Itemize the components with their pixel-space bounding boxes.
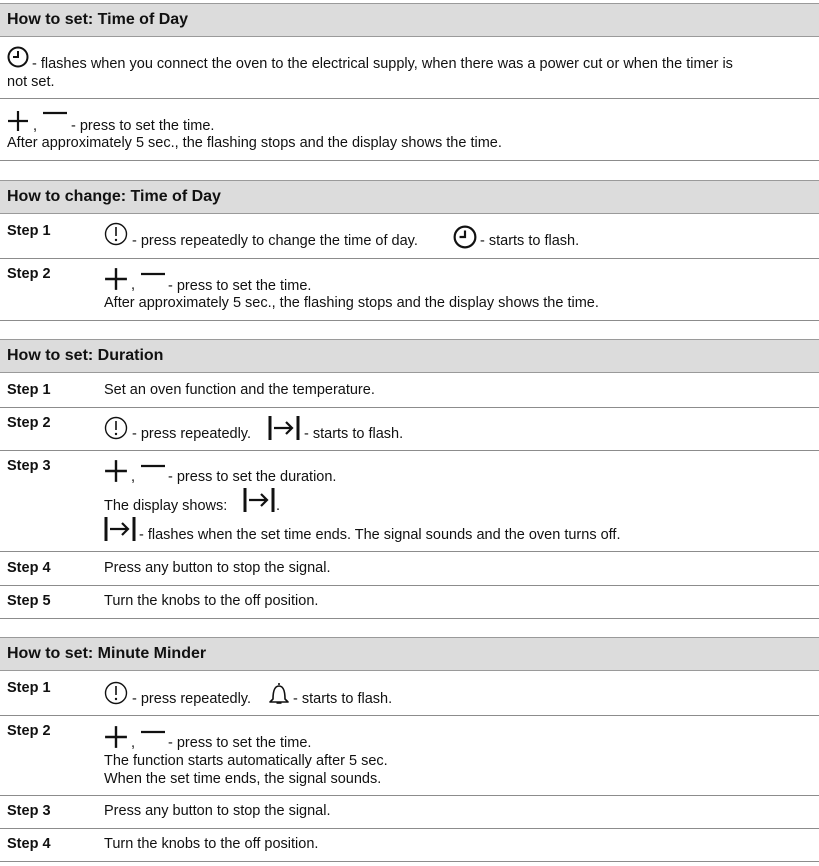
step-label: Step 2 (7, 723, 51, 739)
press-repeatedly-text: - press repeatedly. (132, 691, 252, 707)
section-title-set-duration: How to set: Duration (0, 339, 819, 373)
timer-button-icon (104, 222, 128, 246)
press-repeatedly-text: - press repeatedly. (132, 426, 252, 442)
row-divider (0, 407, 819, 408)
press-any-button-text: Press any button to stop the signal. (104, 803, 331, 819)
minus-icon (140, 729, 166, 735)
clock-flash-description: - flashes when you connect the oven to the electrical supply, when there was a power cut or when the timer is (32, 56, 733, 72)
step-label: Step 2 (7, 266, 51, 282)
step-label: Step 2 (7, 415, 51, 431)
plus-icon (104, 459, 128, 483)
timer-button-icon (104, 681, 128, 705)
minus-icon (140, 271, 166, 277)
step-label: Step 1 (7, 223, 51, 239)
clock-icon (453, 225, 477, 249)
press-to-set-duration-text: - press to set the duration. (168, 469, 337, 485)
separator-comma: , (33, 118, 38, 134)
turn-knobs-text: Turn the knobs to the off position. (104, 836, 319, 852)
separator-comma: , (131, 277, 136, 293)
separator-comma: , (131, 469, 136, 485)
plus-icon (104, 725, 128, 749)
plus-icon (104, 267, 128, 291)
signal-sounds-text: When the set time ends, the signal sounds. (104, 771, 382, 787)
duration-icon (104, 516, 136, 542)
clock-flash-description-cont: not set. (7, 74, 55, 90)
section-title-set-time-of-day: How to set: Time of Day (0, 3, 819, 37)
press-any-button-text: Press any button to stop the signal. (104, 560, 331, 576)
starts-to-flash-text: - starts to flash. (304, 426, 404, 442)
turn-knobs-text: Turn the knobs to the off position. (104, 593, 319, 609)
plus-icon (7, 110, 29, 132)
row-divider (0, 828, 819, 829)
row-divider (0, 98, 819, 99)
row-divider (0, 585, 819, 586)
row-divider (0, 258, 819, 259)
display-shows-text: The display shows: (104, 498, 228, 514)
row-divider (0, 861, 819, 862)
minus-icon (140, 463, 166, 469)
minus-icon (42, 110, 68, 116)
row-divider (0, 160, 819, 161)
set-oven-function-text: Set an oven function and the temperature. (104, 382, 375, 398)
row-divider (0, 715, 819, 716)
starts-automatically-text: The function starts automatically after 5 sec. (104, 753, 388, 769)
step-label: Step 3 (7, 458, 51, 474)
step-label: Step 5 (7, 593, 51, 609)
flashing-stops-text: After approximately 5 sec., the flashing stops and the display shows the time. (7, 135, 502, 151)
separator-comma: , (131, 735, 136, 751)
duration-icon (268, 415, 300, 441)
starts-to-flash-text: - starts to flash. (293, 691, 393, 707)
row-divider (0, 551, 819, 552)
row-divider (0, 795, 819, 796)
timer-button-icon (104, 416, 128, 440)
flashes-when-ends-text: - flashes when the set time ends. The signal sounds and the oven turns off. (139, 527, 621, 543)
row-divider (0, 320, 819, 321)
starts-to-flash-text: - starts to flash. (480, 233, 580, 249)
section-title-change-time-of-day: How to change: Time of Day (0, 180, 819, 214)
duration-icon (243, 487, 275, 513)
press-repeatedly-change-text: - press repeatedly to change the time of day. (132, 233, 418, 249)
flashing-stops-text: After approximately 5 sec., the flashing stops and the display shows the time. (104, 295, 599, 311)
bell-icon (268, 682, 290, 706)
row-divider (0, 618, 819, 619)
step-label: Step 3 (7, 803, 51, 819)
press-to-set-time-text: - press to set the time. (71, 118, 215, 134)
row-divider (0, 450, 819, 451)
clock-icon (7, 46, 29, 68)
period: . (276, 498, 281, 514)
step-label: Step 1 (7, 680, 51, 696)
step-label: Step 4 (7, 836, 51, 852)
press-to-set-time-text: - press to set the time. (168, 278, 312, 294)
press-to-set-time-text: - press to set the time. (168, 735, 312, 751)
step-label: Step 1 (7, 382, 51, 398)
section-title-set-minute-minder: How to set: Minute Minder (0, 637, 819, 671)
step-label: Step 4 (7, 560, 51, 576)
